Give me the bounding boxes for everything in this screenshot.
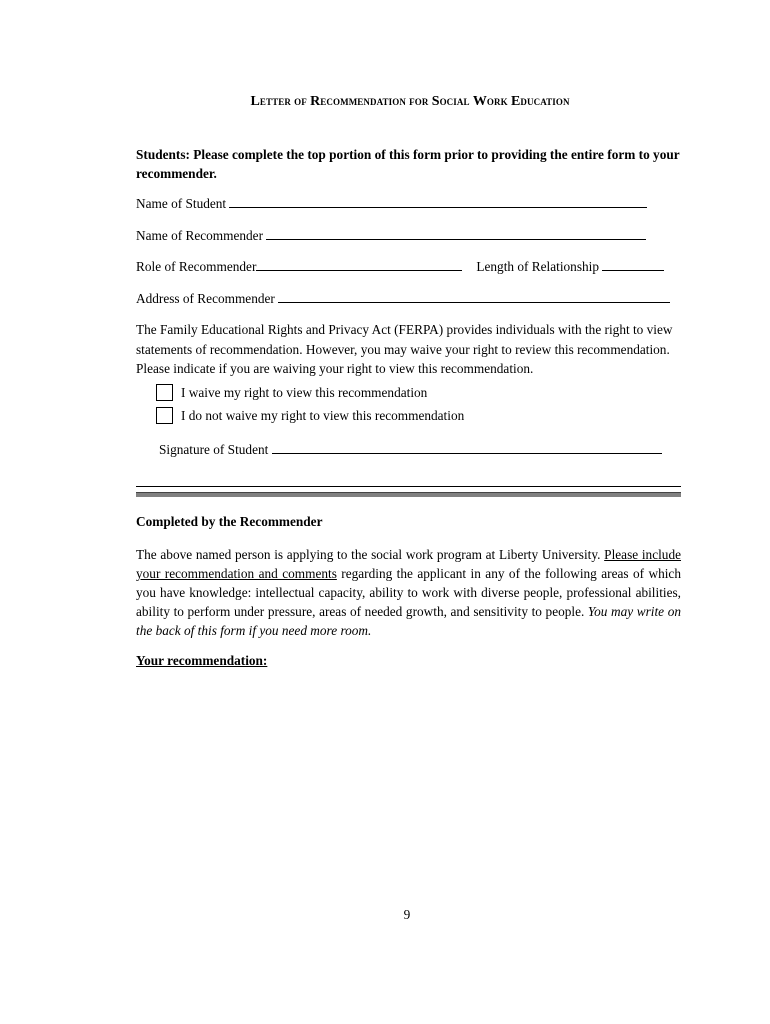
title-part: ducation	[520, 94, 570, 108]
name-of-recommender-label: Name of Recommender	[136, 228, 267, 243]
document-title	[0, 94, 770, 110]
address-of-recommender-field[interactable]	[278, 290, 670, 303]
name-of-student-label: Name of Student	[136, 196, 230, 211]
not-waive-label: I do not waive my right to view this recommendation	[181, 408, 465, 423]
address-of-recommender-row	[136, 290, 670, 307]
recommender-instructions	[136, 545, 681, 640]
instructions-underlined: Please include your recommendation and comments	[136, 547, 682, 581]
title-part: R	[310, 94, 321, 109]
name-of-student-field[interactable]	[229, 195, 647, 208]
instructions-text: regarding the applicant in any of the following areas of which you have knowledge: intellectual capacity, ability to work with diverse people, professional abilities, ability to perform under pressure, areas of needed growth, and sensitivity to people.	[136, 566, 681, 619]
student-instructions: Students: Please complete the top portion of this form prior to providing the entire form to your recommender.	[136, 147, 680, 181]
role-of-recommender-label: Role of Recommender	[136, 259, 257, 274]
name-of-student-row	[136, 195, 647, 212]
separator-line	[136, 486, 681, 487]
title-part: W	[472, 94, 487, 109]
length-of-relationship-label: Length of Relationship	[476, 259, 603, 274]
ferpa-notice: The Family Educational Rights and Privacy Act (FERPA) provides individuals with the right to view statements of recommendation. However, you may waive your right to review this recommendation. Please indicate if you are waiving your right to view this recommendation.	[136, 322, 673, 376]
title-part: L	[250, 94, 260, 109]
role-of-recommender-field[interactable]	[256, 258, 462, 271]
signature-row	[159, 441, 662, 458]
instructions-italic-note: You may write on the back of this form if you need more room.	[136, 604, 681, 638]
title-part: ocial	[439, 94, 473, 108]
title-part: ecommendation for	[320, 94, 432, 108]
instructions-text: The above named person is applying to the social work program at Liberty University.	[136, 547, 605, 562]
title-part: etter of	[259, 94, 311, 108]
title-part: E	[510, 94, 521, 109]
waive-option	[156, 384, 427, 401]
title-part: S	[431, 94, 440, 109]
your-recommendation-heading: Your recommendation:	[136, 653, 268, 668]
name-of-recommender-row	[136, 227, 646, 244]
name-of-recommender-field[interactable]	[266, 227, 646, 240]
waive-label: I waive my right to view this recommendation	[181, 385, 428, 400]
role-length-row	[136, 258, 664, 275]
not-waive-checkbox[interactable]	[156, 407, 173, 424]
address-of-recommender-label: Address of Recommender	[136, 291, 279, 306]
page-number: 9	[403, 907, 411, 922]
waive-checkbox[interactable]	[156, 384, 173, 401]
signature-field[interactable]	[272, 441, 662, 454]
separator-bar	[136, 492, 681, 497]
title-part: ork	[486, 94, 511, 108]
length-of-relationship-field[interactable]	[602, 258, 664, 271]
signature-label: Signature of Student	[159, 442, 272, 457]
not-waive-option	[156, 407, 464, 424]
recommender-heading: Completed by the Recommender	[136, 514, 323, 529]
